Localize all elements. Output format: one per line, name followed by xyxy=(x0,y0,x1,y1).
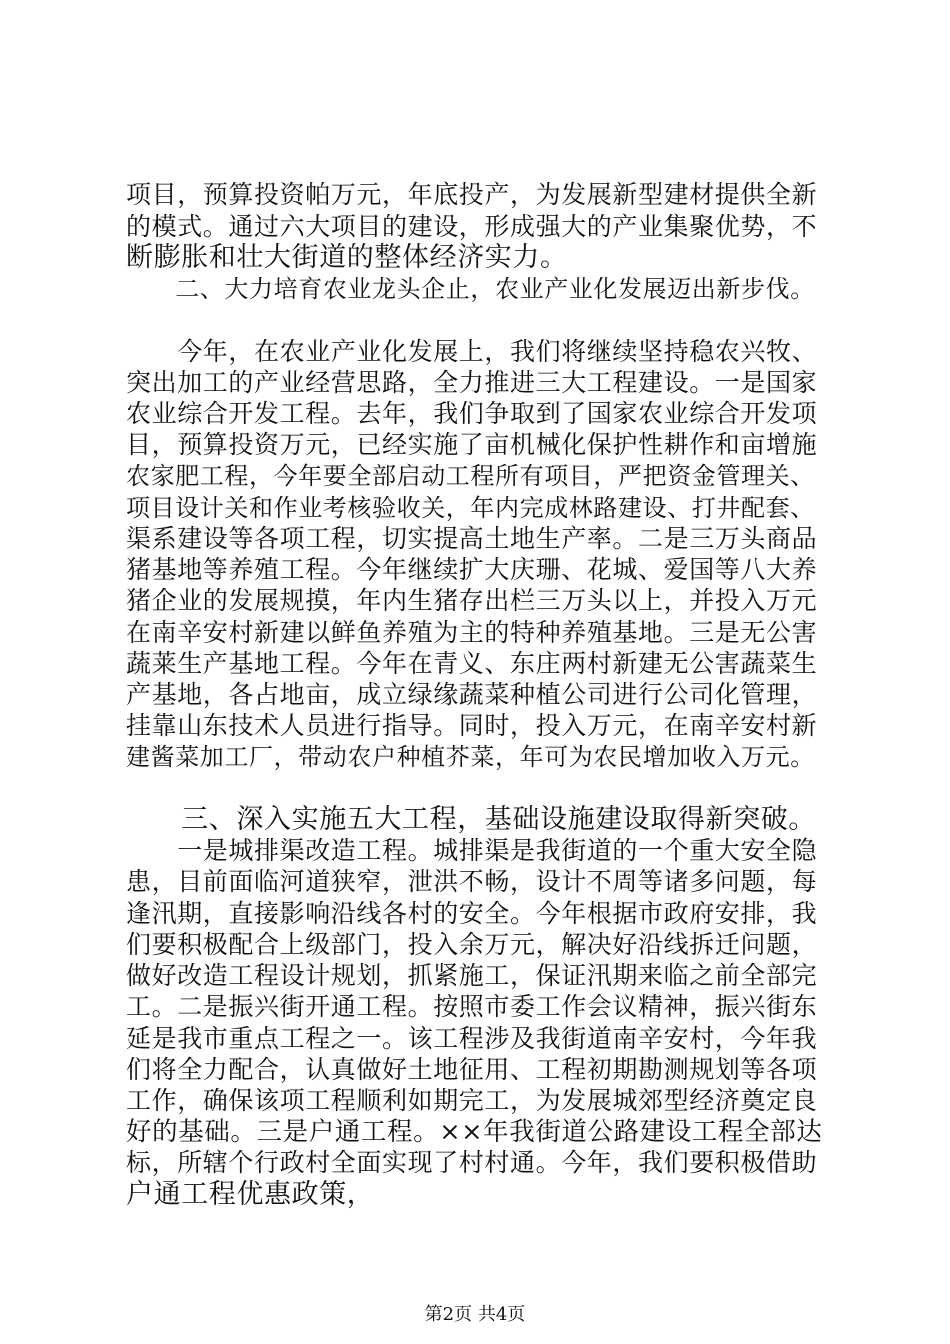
text-line: 猪基地等养殖工程。今年继续扩大庆珊、花城、爱国等八大养 xyxy=(126,555,818,584)
text-line: 产基地，各占地亩，成立绿缘蔬菜种植公司进行公司化管理， xyxy=(126,680,818,709)
page-number-footer: 第2页 共4页 xyxy=(424,1304,526,1325)
text-line: 户通工程优惠政策， xyxy=(126,1179,375,1210)
text-line: 目，预算投资万元，已经实施了亩机械化保护性耕作和亩增施 xyxy=(126,430,818,459)
text-line: 猪企业的发展规摸，年内生猪存出栏三万头以上，并投入万元 xyxy=(126,586,818,615)
text-line: 突出加工的产业经营思路，全力推进三大工程建设。一是国家 xyxy=(126,368,818,397)
text-line: 在南辛安村新建以鲜鱼养殖为主的特种养殖基地。三是无公害 xyxy=(126,618,818,647)
text-line: 项目设计关和作业考核验收关，年内完成林路建设、打井配套、 xyxy=(126,494,815,522)
text-line: 患，目前面临河道狭窄，泄洪不畅，设计不周等诸多问题，每 xyxy=(126,867,818,896)
text-line: 标，所辖个行政村全面实现了村村通。今年，我们要积极借助 xyxy=(126,1148,818,1177)
text-line: 断膨胀和壮大街道的整体经济实力。 xyxy=(126,242,568,273)
text-line: 们将全力配合，认真做好土地征用、工程初期勘测规划等各项 xyxy=(126,1055,818,1084)
text-line: 做好改造工程设计规划，抓紧施工，保证汛期来临之前全部完 xyxy=(126,961,818,990)
text-line: 延是我市重点工程之一。该工程涉及我街道南辛安村，今年我 xyxy=(126,1024,818,1053)
text-line: 一是城排渠改造工程。城排渠是我街道的一个重大安全隐 xyxy=(126,836,818,865)
section-heading: 二、大力培育农业龙头企止，农业产业化发展迈出新步伐。 xyxy=(126,275,815,303)
text-line: 工作，确保该项工程顺利如期完工，为发展城郊型经济奠定良 xyxy=(126,1086,818,1115)
section-heading: 三、深入实施五大工程，基础设施建设取得新突破。 xyxy=(126,804,816,835)
text-line: 们要积极配合上级部门，投入余万元，解决好沿线拆迁问题， xyxy=(126,930,818,959)
text-line: 的模式。通过六大项目的建设，形成强大的产业集聚优势，不 xyxy=(126,212,818,241)
text-line: 逢汛期，直接影响沿线各村的安全。今年根据市政府安排，我 xyxy=(126,899,818,928)
text-line: 项目，预算投资帕万元，年底投产，为发展新型建材提供全新 xyxy=(126,180,818,209)
text-line: 建酱菜加工厂，带动农户种植芥菜，年可为农民增加收入万元。 xyxy=(126,743,815,771)
text-line: 渠系建设等各项工程，切实提高土地生产率。二是三万头商品 xyxy=(126,524,818,553)
text-line: 蔬莱生产基地工程。今年在青义、东庄两村新建无公害蔬菜生 xyxy=(126,649,818,678)
text-line: 农家肥工程，今年要全部启动工程所有项目，严把资金管理关、 xyxy=(126,462,815,490)
text-line: 今年，在农业产业化发展上，我们将继续坚持稳农兴牧、 xyxy=(126,337,818,366)
text-line: 挂靠山东技术人员进行指导。同时，投入万元，在南辛安村新 xyxy=(126,711,818,740)
text-line: 农业综合开发工程。去年，我们争取到了国家农业综合开发项 xyxy=(126,399,818,428)
text-line: 工。二是振兴街开通工程。按照市委工作会议精神，振兴街东 xyxy=(126,992,818,1021)
text-line: 好的基础。三是户通工程。××年我街道公路建设工程全部达 xyxy=(126,1117,823,1147)
